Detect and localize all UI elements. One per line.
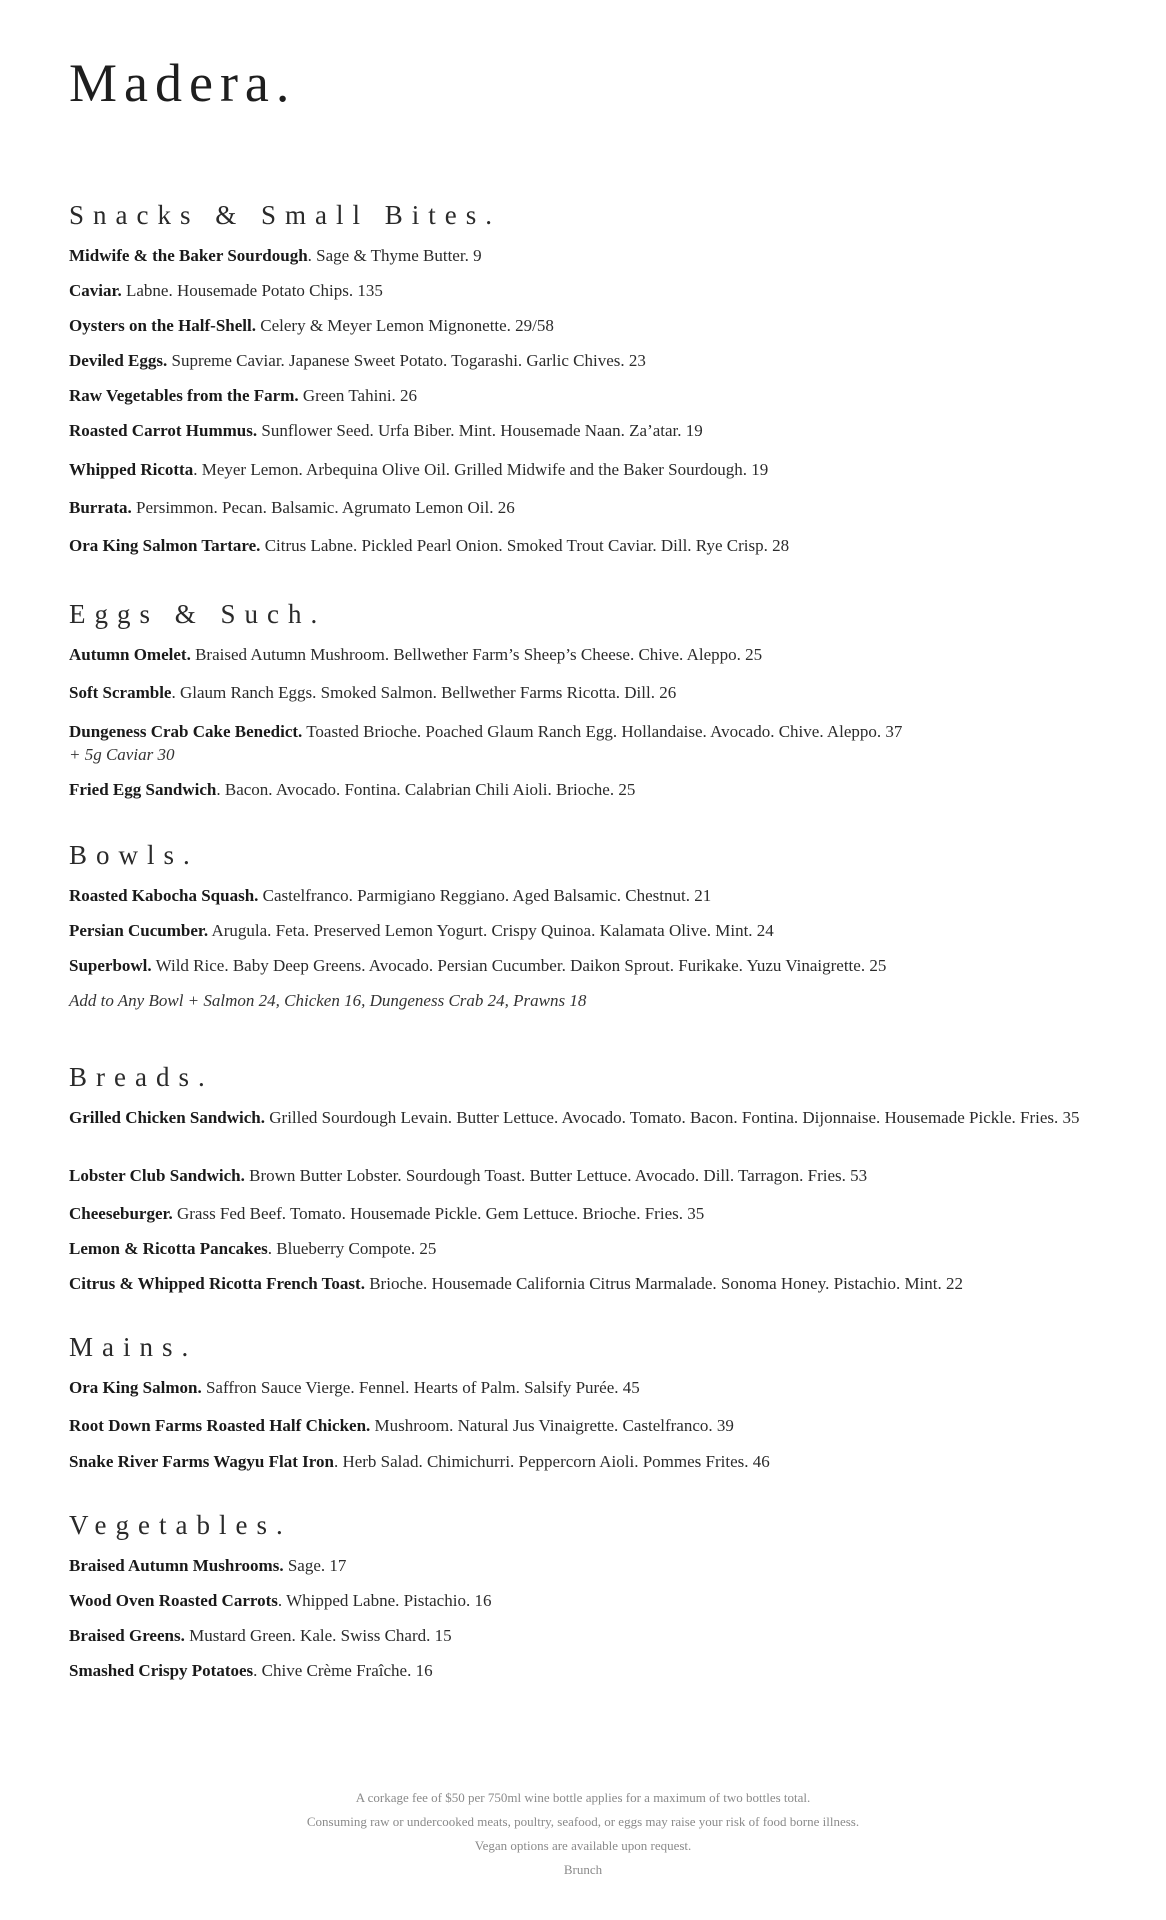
menu-item [69, 279, 1099, 302]
menu-item [69, 720, 1099, 766]
section-breads [69, 1060, 1099, 1293]
menu-item-name: Cheeseburger. [69, 1204, 173, 1223]
menu-name: Brunch [563, 1862, 603, 1877]
menu-item-name: Lobster Club Sandwich. [69, 1166, 245, 1185]
menu-item-description: Mushroom. Natural Jus Vinaigrette. Castelfranco. 39 [370, 1416, 734, 1435]
menu-item-name: Superbowl. [69, 956, 152, 975]
menu-item [69, 778, 1099, 801]
menu-item-description: Mustard Green. Kale. Swiss Chard. 15 [184, 1626, 452, 1645]
menu-item-name: Root Down Farms Roasted Half Chicken. [69, 1416, 371, 1435]
menu-item-name: Lemon & Ricotta Pancakes [69, 1239, 268, 1258]
menu-item-description: Sage. 17 [283, 1556, 347, 1575]
menu-item-description: Grilled Sourdough Levain. Butter Lettuce. Avocado. Tomato. Bacon. Fontina. Dijonnaise. Housemade Pickle. Fries. 35 [265, 1108, 1080, 1127]
menu-item-addon-note: + 5g Caviar 30 [69, 745, 175, 764]
menu-item [69, 349, 1099, 372]
menu-item-name: Roasted Kabocha Squash. [69, 886, 259, 905]
menu-item [69, 643, 1099, 666]
menu-item-name: Raw Vegetables from the Farm. [69, 386, 299, 405]
menu-item [69, 681, 1099, 704]
menu-item [69, 1202, 1099, 1225]
menu-item-name: Smashed Crispy Potatoes [69, 1661, 254, 1680]
menu-item [69, 314, 1099, 337]
menu-item [69, 1624, 1099, 1647]
menu-item-description: Saffron Sauce Vierge. Fennel. Hearts of Palm. Salsify Purée. 45 [201, 1378, 640, 1397]
restaurant-name: Madera. [69, 53, 297, 113]
menu-item-description: Citrus Labne. Pickled Pearl Onion. Smoked Trout Caviar. Dill. Rye Crisp. 28 [260, 536, 790, 555]
menu-item-description: . Meyer Lemon. Arbequina Olive Oil. Grilled Midwife and the Baker Sourdough. 19 [193, 460, 769, 479]
menu-item-name: Deviled Eggs. [69, 351, 168, 370]
menu-item-name: Persian Cucumber. [69, 921, 209, 940]
menu-item-description: Grass Fed Beef. Tomato. Housemade Pickle. Gem Lettuce. Brioche. Fries. 35 [172, 1204, 705, 1223]
menu-item-description: . Whipped Labne. Pistachio. 16 [277, 1591, 492, 1610]
menu-item-name: Midwife & the Baker Sourdough [69, 246, 308, 265]
menu-item [69, 1376, 1099, 1399]
corkage-notice: A corkage fee of $50 per 750ml wine bottle applies for a maximum of two bottles total. [355, 1790, 811, 1805]
menu-item-name: Soft Scramble [69, 683, 172, 702]
menu-item [69, 1164, 1099, 1187]
menu-item-description: Celery & Meyer Lemon Mignonette. 29/58 [256, 316, 554, 335]
menu-item-description: Braised Autumn Mushroom. Bellwether Farm’s Sheep’s Cheese. Chive. Aleppo. 25 [190, 645, 763, 664]
vegan-notice: Vegan options are available upon request. [474, 1838, 692, 1853]
menu-item-name: Caviar. [69, 281, 122, 300]
menu-item-description: Green Tahini. 26 [298, 386, 418, 405]
menu-item [69, 919, 1099, 942]
section-title-snacks: Snacks & Small Bites. [69, 200, 501, 230]
menu-item-description: Persimmon. Pecan. Balsamic. Agrumato Lemon Oil. 26 [131, 498, 515, 517]
menu-footer [0, 1786, 1166, 1882]
menu-item-description: Brioche. Housemade California Citrus Marmalade. Sonoma Honey. Pistachio. Mint. 22 [364, 1274, 964, 1293]
menu-item-name: Roasted Carrot Hummus. [69, 421, 258, 440]
menu-item [69, 244, 1099, 267]
menu-item [69, 1237, 1099, 1260]
section-eggs [69, 597, 1099, 799]
menu-item [69, 534, 1099, 557]
menu-item-description: . Glaum Ranch Eggs. Smoked Salmon. Bellwether Farms Ricotta. Dill. 26 [171, 683, 677, 702]
menu-item-name: Dungeness Crab Cake Benedict. [69, 722, 303, 741]
menu-item-description: . Blueberry Compote. 25 [267, 1239, 437, 1258]
menu-item [69, 1106, 1099, 1129]
menu-item-name: Oysters on the Half-Shell. [69, 316, 256, 335]
raw-food-warning: Consuming raw or undercooked meats, poultry, seafood, or eggs may raise your risk of food borne illness. [306, 1814, 860, 1829]
menu-item [69, 884, 1099, 907]
menu-item-description: Supreme Caviar. Japanese Sweet Potato. Togarashi. Garlic Chives. 23 [167, 351, 646, 370]
menu-item-name: Burrata. [69, 498, 132, 517]
menu-item-description: Castelfranco. Parmigiano Reggiano. Aged Balsamic. Chestnut. 21 [258, 886, 712, 905]
menu-item-name: Grilled Chicken Sandwich. [69, 1108, 266, 1127]
menu-item-name: Fried Egg Sandwich [69, 780, 217, 799]
menu-item [69, 1450, 1099, 1473]
section-vegetables [69, 1508, 1099, 1680]
menu-page [69, 0, 1099, 1920]
menu-item-description: Toasted Brioche. Poached Glaum Ranch Egg. Hollandaise. Avocado. Chive. Aleppo. 37 [302, 722, 903, 741]
section-title-bowls: Bowls. [69, 840, 199, 870]
menu-item [69, 496, 1099, 519]
menu-item-description: . Bacon. Avocado. Fontina. Calabrian Chili Aioli. Brioche. 25 [216, 780, 636, 799]
section-title-eggs: Eggs & Such. [69, 599, 327, 629]
menu-item-description: . Herb Salad. Chimichurri. Peppercorn Aioli. Pommes Frites. 46 [333, 1452, 770, 1471]
section-mains [69, 1330, 1099, 1471]
menu-item-description: Labne. Housemade Potato Chips. 135 [121, 281, 383, 300]
menu-item-name: Snake River Farms Wagyu Flat Iron [69, 1452, 334, 1471]
menu-item [69, 1554, 1099, 1577]
menu-item-name: Braised Greens. [69, 1626, 185, 1645]
section-title-vegetables: Vegetables. [69, 1510, 292, 1540]
menu-item [69, 1414, 1099, 1437]
menu-item-name: Autumn Omelet. [69, 645, 191, 664]
menu-item-description: . Chive Crème Fraîche. 16 [253, 1661, 433, 1680]
menu-item-description: Wild Rice. Baby Deep Greens. Avocado. Persian Cucumber. Daikon Sprout. Furikake. Yuzu Vinaigrette. 25 [151, 956, 887, 975]
menu-item-name: Ora King Salmon Tartare. [69, 536, 261, 555]
menu-item-name: Whipped Ricotta [69, 460, 194, 479]
menu-item [69, 384, 1099, 407]
menu-item-description: Sunflower Seed. Urfa Biber. Mint. Housemade Naan. Za’atar. 19 [257, 421, 703, 440]
menu-item-name: Wood Oven Roasted Carrots [69, 1591, 278, 1610]
section-snacks [69, 198, 1099, 555]
menu-item [69, 1659, 1099, 1682]
section-title-breads: Breads. [69, 1062, 214, 1092]
menu-item [69, 1589, 1099, 1612]
menu-item [69, 954, 1099, 977]
section-bowls [69, 838, 1099, 1010]
menu-item [69, 458, 1099, 481]
menu-item-name: Braised Autumn Mushrooms. [69, 1556, 284, 1575]
menu-item-description: . Sage & Thyme Butter. 9 [307, 246, 482, 265]
menu-item [69, 419, 1099, 442]
section-title-mains: Mains. [69, 1332, 198, 1362]
menu-item-name: Ora King Salmon. [69, 1378, 202, 1397]
bowl-addon-note: Add to Any Bowl + Salmon 24, Chicken 16, Dungeness Crab 24, Prawns 18 [69, 991, 587, 1010]
menu-item-description: Arugula. Feta. Preserved Lemon Yogurt. Crispy Quinoa. Kalamata Olive. Mint. 24 [208, 921, 774, 940]
menu-item [69, 1272, 1099, 1295]
menu-item-description: Brown Butter Lobster. Sourdough Toast. Butter Lettuce. Avocado. Dill. Tarragon. Fries. 53 [244, 1166, 868, 1185]
menu-item-name: Citrus & Whipped Ricotta French Toast. [69, 1274, 365, 1293]
